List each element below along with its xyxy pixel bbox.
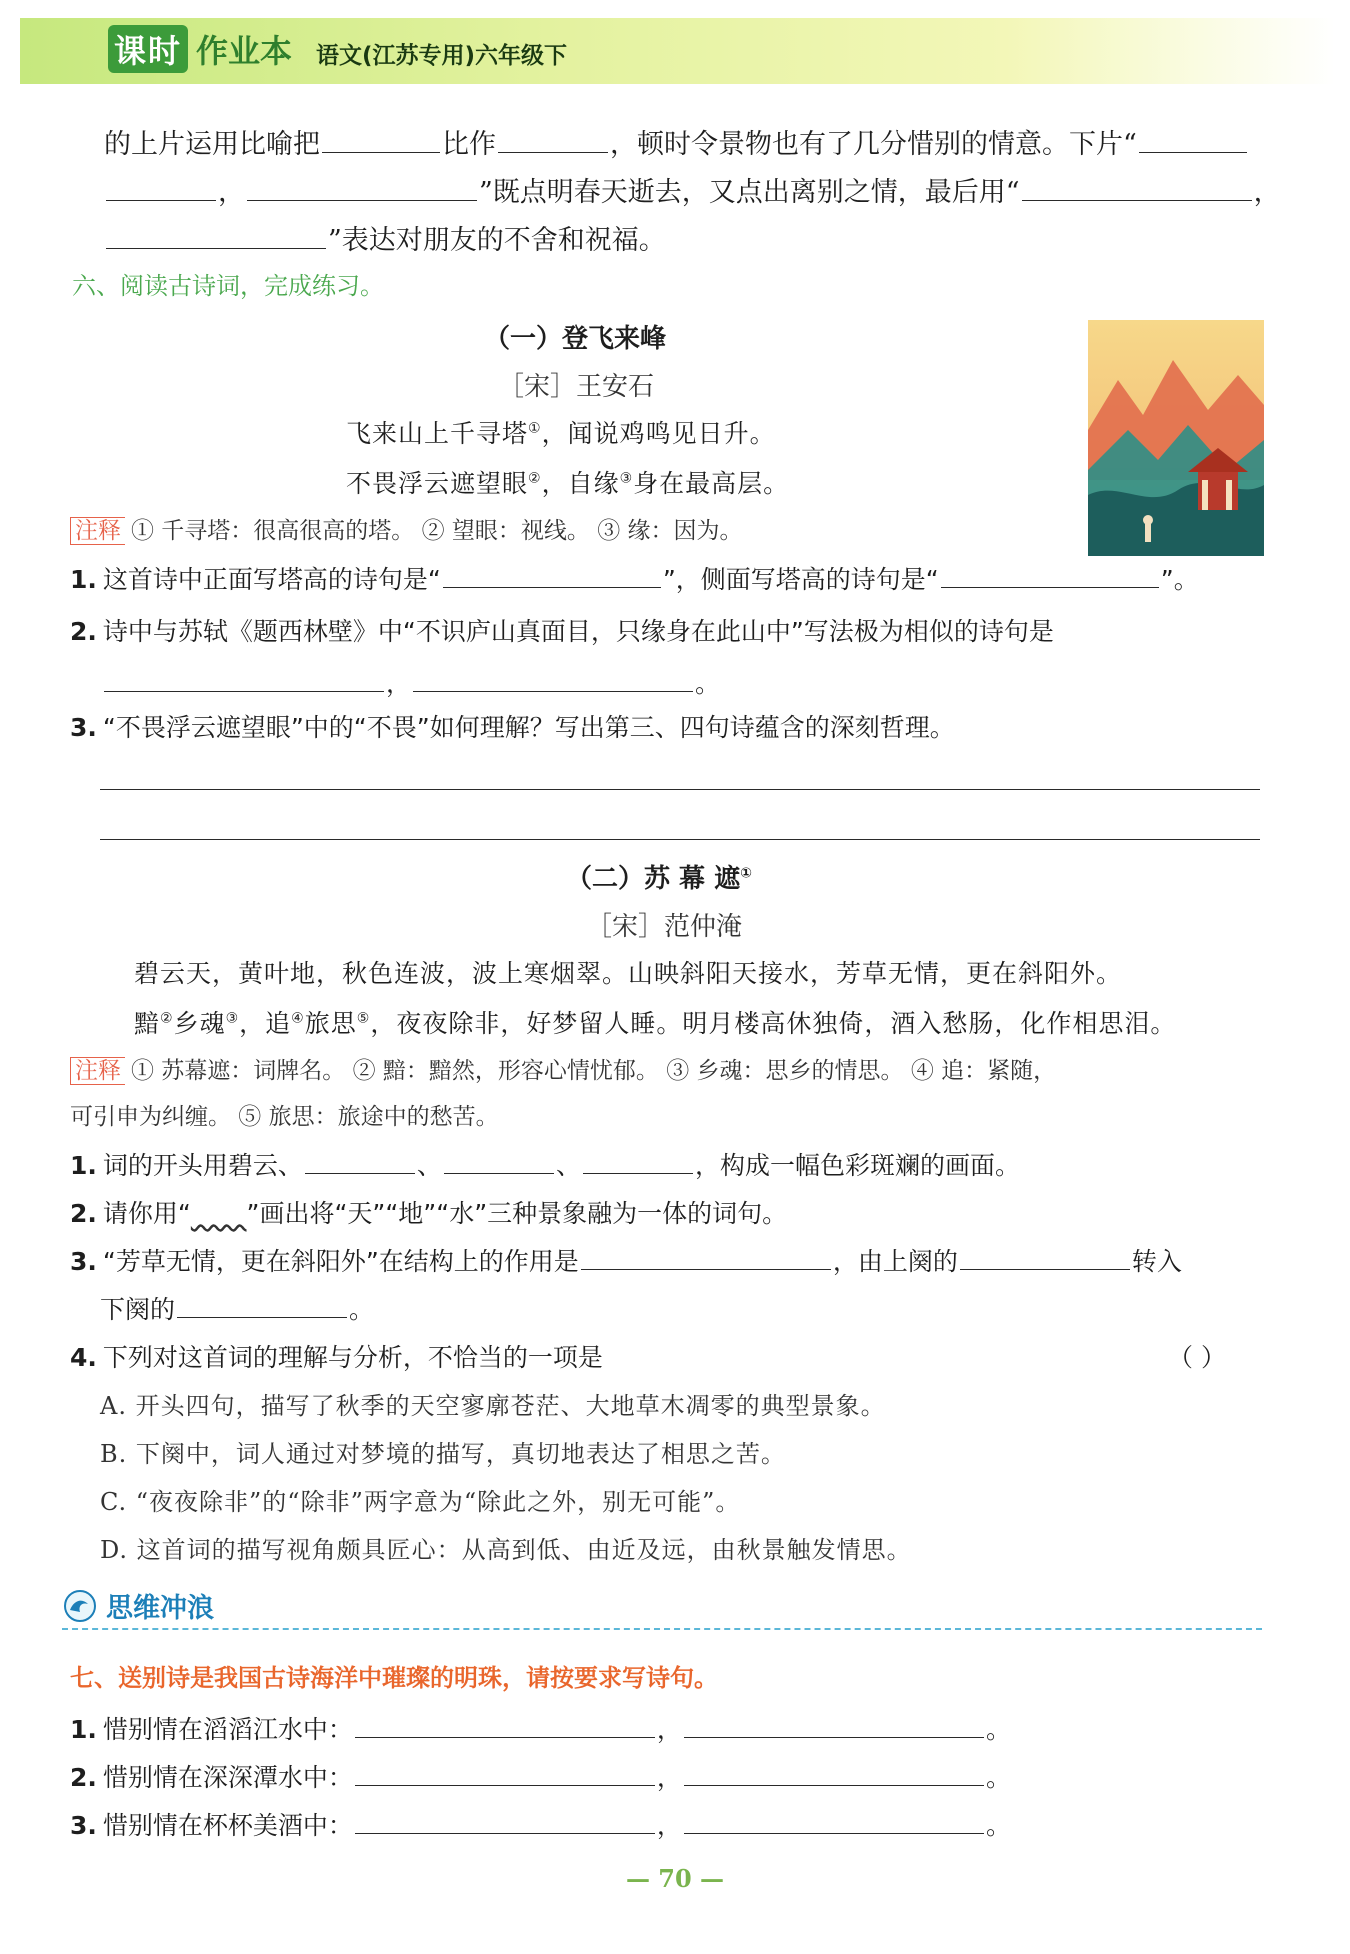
text: ，追: [239, 1009, 292, 1038]
poem-1-line-2: [346, 464, 789, 500]
answer-blank[interactable]: [355, 1713, 655, 1738]
poem-1-question-1: [70, 560, 1199, 596]
thinking-banner: [62, 1584, 1262, 1630]
poem-1-question-2-answer: [102, 664, 720, 700]
text: 不畏浮云遮望眼: [346, 469, 529, 498]
thinking-label: 思维冲浪: [106, 1593, 214, 1624]
answer-blank[interactable]: [1139, 128, 1247, 153]
answer-blank[interactable]: [177, 1293, 347, 1318]
wavy-underline-sample: [191, 1199, 247, 1228]
text: 比作: [442, 129, 496, 160]
poem-2-author: ［宋］范仲淹: [586, 912, 743, 942]
text: ，夜夜除非，好梦留人睡。明月楼高休独倚，酒入愁肠，化作相思泪。: [370, 1009, 1177, 1038]
text: ，顿时令景物也有了几分惜别的情意。下片“: [610, 129, 1137, 160]
answer-blank[interactable]: [247, 176, 477, 201]
answer-blank[interactable]: [106, 224, 326, 249]
text: ，: [1253, 177, 1281, 208]
poem-2-question-1: [70, 1146, 1020, 1182]
question-number: 3.: [70, 1247, 97, 1276]
text: 黯: [134, 1009, 161, 1038]
poem-2-notes-line-2: 可引申为纠缠。 ⑤ 旅思：旅途中的愁苦。: [70, 1104, 499, 1130]
section-7-title: 七、送别诗是我国古诗海洋中璀璨的明珠，请按要求写诗句。: [70, 1664, 718, 1692]
poem-2-question-3-cont: [100, 1290, 374, 1326]
question-number: 2.: [70, 1763, 97, 1792]
poem-1-title: （一）登飞来峰: [484, 324, 667, 354]
text: ，闻说鸡鸣见日升。: [541, 419, 776, 448]
footnote-ref: ④: [291, 1010, 305, 1027]
brand-logo: 课时: [108, 25, 188, 73]
poem-2-question-2: [70, 1194, 787, 1230]
carryover-line-1: [104, 122, 1249, 161]
question-number: 1.: [70, 1715, 97, 1744]
poem-1-line-1: [346, 414, 776, 450]
answer-blank[interactable]: [305, 1149, 415, 1174]
header-banner: [20, 18, 1335, 84]
carryover-line-2: [104, 170, 1281, 209]
text: ”表达对朋友的不舍和祝福。: [328, 225, 666, 256]
text: 的上片运用比喻把: [104, 129, 320, 160]
question-text: ”，侧面写塔高的诗句是“: [662, 565, 939, 594]
question-text: 下阕的: [100, 1295, 176, 1324]
poem-2-line-1: 碧云天，黄叶地，秋色连波，波上寒烟翠。山映斜阳天接水，芳草无情，更在斜阳外。: [134, 959, 1123, 988]
question-text: “不畏浮云遮望眼”中的“不畏”如何理解？写出第三、四句诗蕴含的深刻哲理。: [102, 713, 955, 742]
poem-1-author: ［宋］王安石: [498, 372, 655, 402]
text: ，: [386, 669, 412, 698]
poem-1-question-3: [70, 708, 955, 744]
poem-1-notes: [70, 512, 743, 545]
subject-label: 语文(江苏专用)六年级下: [316, 42, 568, 69]
question-text: 请你用“: [102, 1199, 191, 1228]
text: ，: [656, 1811, 682, 1840]
question-number: 1.: [70, 565, 97, 594]
page-number: — 70 —: [625, 1864, 725, 1893]
answer-blank[interactable]: [355, 1761, 655, 1786]
question-text: 惜别情在滔滔江水中：: [102, 1715, 353, 1744]
answer-line[interactable]: [100, 788, 1260, 790]
text: ，: [656, 1715, 682, 1744]
footnote-ref: ③: [619, 470, 634, 487]
text: 飞来山上千寻塔: [346, 419, 529, 448]
answer-blank[interactable]: [583, 1149, 693, 1174]
section-7-question-2: [70, 1758, 1011, 1794]
question-text: ，构成一幅色彩斑斓的画面。: [694, 1151, 1020, 1180]
question-text: 转入: [1131, 1247, 1182, 1276]
answer-blank[interactable]: [684, 1713, 984, 1738]
text: 、: [416, 1151, 442, 1180]
answer-blank[interactable]: [106, 176, 216, 201]
question-number: 2.: [70, 617, 97, 646]
footnote-ref: ③: [225, 1010, 240, 1027]
text: ”既点明春天逝去，又点出离别之情，最后用“: [479, 177, 1020, 208]
text: 。: [985, 1763, 1011, 1792]
question-text: 诗中与苏轼《题西林壁》中“不识庐山真面目，只缘身在此山中”写法极为相似的诗句是: [102, 617, 1054, 646]
answer-paren[interactable]: （ ）: [1168, 1343, 1226, 1372]
question-number: 4.: [70, 1343, 97, 1372]
text: ，: [218, 177, 245, 208]
text: 乡魂: [173, 1009, 226, 1038]
landscape-illustration: [1088, 320, 1264, 556]
note-tag: 注释: [70, 1057, 125, 1085]
carryover-line-3: [104, 218, 666, 257]
answer-blank[interactable]: [355, 1809, 655, 1834]
section-7-question-1: [70, 1710, 1011, 1746]
answer-blank[interactable]: [581, 1245, 831, 1270]
note-text: ① 千寻塔：很高很高的塔。 ② 望眼：视线。 ③ 缘：因为。: [131, 518, 743, 544]
poem-2-question-3: [70, 1242, 1182, 1278]
wave-icon: [62, 1588, 98, 1624]
question-number: 2.: [70, 1199, 97, 1228]
footnote-ref: ②: [160, 1010, 174, 1027]
footnote-ref: ②: [528, 470, 542, 487]
option-c[interactable]: C. “夜夜除非”的“除非”两字意为“除此之外，别无可能”。: [100, 1488, 741, 1516]
answer-line[interactable]: [100, 838, 1260, 840]
section-7-question-3: [70, 1806, 1011, 1842]
text: 。: [695, 669, 721, 698]
question-text: 惜别情在深深潭水中：: [102, 1763, 353, 1792]
text: 身在最高层。: [633, 469, 790, 498]
answer-blank[interactable]: [684, 1809, 984, 1834]
option-a[interactable]: A. 开头四句，描写了秋季的天空寥廓苍茫、大地草木凋零的典型景象。: [100, 1392, 886, 1420]
poem-1-question-2: [70, 612, 1054, 648]
brand-title: 作业本: [196, 32, 293, 70]
question-text: 词的开头用碧云、: [102, 1151, 303, 1180]
note-text: ① 苏幕遮：词牌名。 ② 黯：黯然，形容心情忧郁。 ③ 乡魂：思乡的情思。 ④ 追：紧随，: [131, 1058, 1057, 1084]
answer-blank[interactable]: [104, 667, 384, 692]
brand: [108, 24, 567, 74]
poem-2-title: [566, 858, 752, 895]
answer-blank[interactable]: [322, 128, 440, 153]
footnote-ref: ①: [740, 865, 752, 882]
question-number: 1.: [70, 1151, 97, 1180]
answer-blank[interactable]: [941, 563, 1159, 588]
footnote-ref: ⑤: [356, 1010, 371, 1027]
question-text: “芳草无情，更在斜阳外”在结构上的作用是: [102, 1247, 579, 1276]
note-tag: 注释: [70, 517, 125, 545]
question-text: 下列对这首词的理解与分析，不恰当的一项是: [102, 1343, 603, 1372]
question-text: ”画出将“天”“地”“水”三种景象融为一体的词句。: [246, 1199, 788, 1228]
text: ，: [656, 1763, 682, 1792]
section-6-title: 六、阅读古诗词，完成练习。: [72, 272, 384, 300]
question-text: 惜别情在杯杯美酒中：: [102, 1811, 353, 1840]
footnote-ref: ①: [528, 420, 542, 437]
text: （二）苏 幕 遮: [566, 864, 741, 894]
poem-2-question-4: [70, 1338, 603, 1374]
answer-blank[interactable]: [413, 667, 693, 692]
answer-blank[interactable]: [684, 1761, 984, 1786]
text: 、: [555, 1151, 581, 1180]
question-text: 这首诗中正面写塔高的诗句是“: [102, 565, 441, 594]
answer-blank[interactable]: [1022, 176, 1252, 201]
question-number: 3.: [70, 713, 97, 742]
answer-blank[interactable]: [960, 1245, 1130, 1270]
text: ，自缘: [541, 469, 620, 498]
answer-blank[interactable]: [444, 1149, 554, 1174]
answer-blank[interactable]: [443, 563, 661, 588]
poem-2-notes-line-1: [70, 1052, 1056, 1085]
poem-2-line-2: [134, 1004, 1176, 1040]
option-d[interactable]: D. 这首词的描写视角颇具匠心：从高到低、由近及远，由秋景触发情思。: [100, 1536, 912, 1564]
question-number: 3.: [70, 1811, 97, 1840]
text: 。: [985, 1715, 1011, 1744]
text: 旅思: [304, 1009, 357, 1038]
question-text: ，由上阕的: [832, 1247, 958, 1276]
answer-blank[interactable]: [498, 128, 608, 153]
text: 。: [985, 1811, 1011, 1840]
text: 。: [349, 1295, 375, 1324]
question-text: ”。: [1160, 565, 1199, 594]
option-b[interactable]: B. 下阕中，词人通过对梦境的描写，真切地表达了相思之苦。: [100, 1440, 786, 1468]
